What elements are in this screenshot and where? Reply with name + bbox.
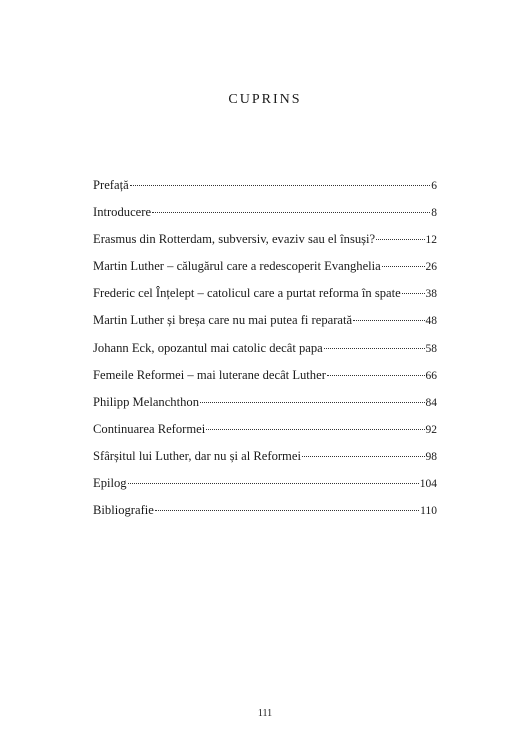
toc-entry-page: 26 bbox=[425, 261, 437, 274]
toc-leader-dots bbox=[324, 348, 425, 349]
toc-leader-dots bbox=[152, 212, 430, 213]
toc-entry-title: Martin Luther și breșa care nu mai putea fi reparată bbox=[93, 313, 353, 328]
toc-entry-page: 8 bbox=[431, 207, 437, 220]
toc-entry bbox=[93, 286, 437, 313]
toc-entry bbox=[93, 503, 437, 530]
page-title: CUPRINS bbox=[228, 92, 302, 107]
toc-leader-dots bbox=[155, 510, 419, 511]
toc-entry-page: 92 bbox=[425, 423, 437, 436]
toc-entry-title: Erasmus din Rotterdam, subversiv, evaziv sau el însuși? bbox=[93, 232, 376, 247]
toc-entry bbox=[93, 395, 437, 422]
toc-entry bbox=[93, 341, 437, 368]
toc-entry-page: 84 bbox=[425, 396, 437, 409]
toc-entry bbox=[93, 259, 437, 286]
toc-entry-page: 12 bbox=[425, 234, 437, 247]
toc-entry-page: 110 bbox=[420, 505, 437, 518]
table-of-contents bbox=[93, 178, 437, 530]
toc-leader-dots bbox=[376, 239, 424, 240]
toc-leader-dots bbox=[206, 429, 424, 430]
toc-entry-title: Frederic cel Înțelept – catolicul care a purtat reforma în spate bbox=[93, 286, 401, 301]
toc-entry-title: Johann Eck, opozantul mai catolic decât papa bbox=[93, 340, 323, 355]
toc-leader-dots bbox=[130, 185, 431, 186]
toc-entry-title: Femeile Reformei – mai luterane decât Luther bbox=[93, 367, 326, 382]
toc-entry-page: 66 bbox=[425, 369, 437, 382]
toc-leader-dots bbox=[327, 375, 425, 376]
toc-entry bbox=[93, 368, 437, 395]
toc-leader-dots bbox=[200, 402, 425, 403]
toc-entry-title: Introducere bbox=[93, 205, 152, 220]
toc-leader-dots bbox=[302, 456, 425, 457]
toc-entry-page: 98 bbox=[425, 450, 437, 463]
toc-leader-dots bbox=[402, 293, 425, 294]
toc-entry bbox=[93, 476, 437, 503]
toc-entry-title: Bibliografie bbox=[93, 503, 154, 518]
toc-leader-dots bbox=[353, 320, 424, 321]
toc-entry bbox=[93, 232, 437, 259]
toc-entry-title: Philipp Melanchthon bbox=[93, 394, 199, 409]
toc-entry-page: 38 bbox=[425, 288, 437, 301]
toc-entry-page: 48 bbox=[425, 315, 437, 328]
page-number: 111 bbox=[257, 708, 273, 719]
toc-entry-title: Martin Luther – călugărul care a redescoperit Evanghelia bbox=[93, 259, 381, 274]
toc-entry bbox=[93, 178, 437, 205]
toc-entry bbox=[93, 205, 437, 232]
toc-entry bbox=[93, 449, 437, 476]
toc-entry-title: Epilog bbox=[93, 476, 127, 491]
toc-leader-dots bbox=[382, 266, 425, 267]
toc-entry-title: Prefață bbox=[93, 178, 129, 192]
toc-entry-page: 104 bbox=[419, 478, 437, 491]
toc-entry bbox=[93, 313, 437, 340]
toc-entry-title: Continuarea Reformei bbox=[93, 421, 206, 436]
toc-entry-page: 6 bbox=[431, 180, 437, 192]
toc-entry bbox=[93, 422, 437, 449]
toc-entry-page: 58 bbox=[425, 342, 437, 355]
toc-leader-dots bbox=[128, 483, 419, 484]
toc-entry-title: Sfârșitul lui Luther, dar nu și al Reformei bbox=[93, 448, 301, 463]
